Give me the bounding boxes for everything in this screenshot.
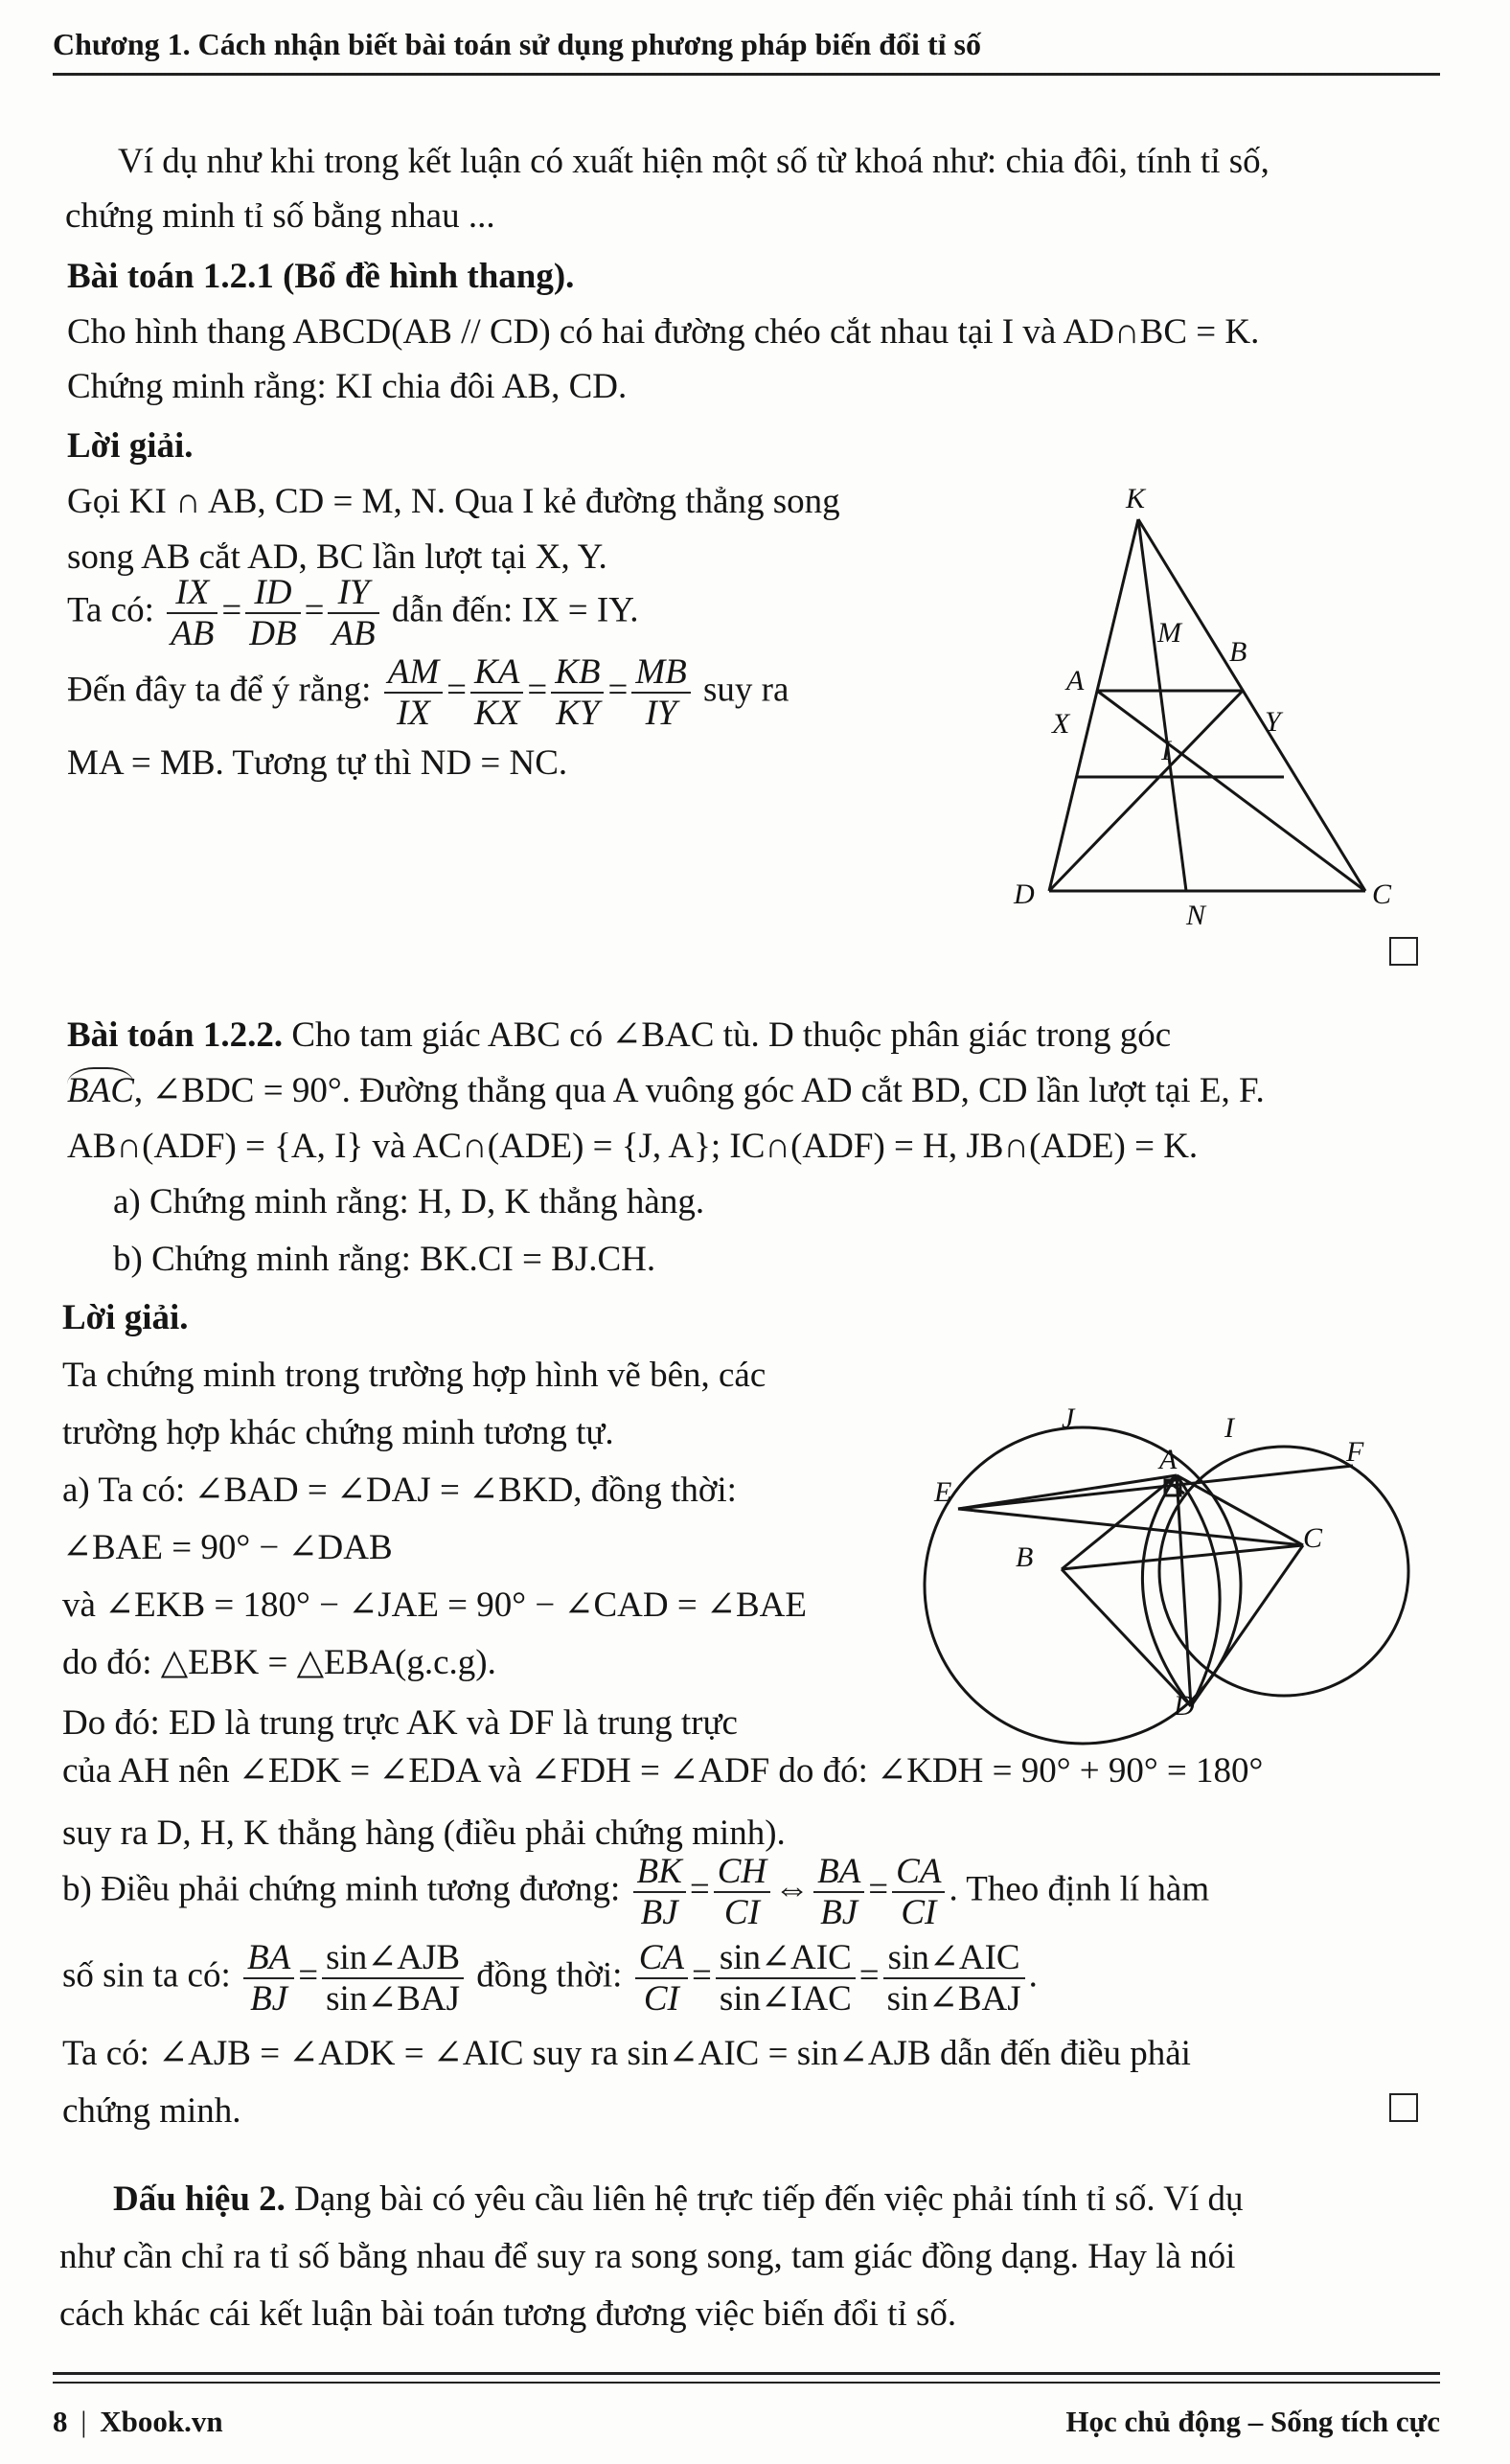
label-M: M (1157, 617, 1181, 649)
sol4-prefix: Đến đây ta để ý rằng: (67, 670, 372, 710)
fraction: $\frac{IX}{AB}$ (167, 575, 217, 651)
problem-2-solution-label: Lời giải. (62, 1298, 189, 1337)
label-B: B (1229, 636, 1247, 668)
fraction: $\frac{\text{sin∠AIC}}{\text{sin∠IAC}}$ (716, 1940, 856, 2017)
problem-1-statement-2: Chứng minh rằng: KI chia đôi AB, CD. (67, 367, 628, 406)
footer-rule-top (53, 2372, 1440, 2375)
label-B: B (1016, 1541, 1034, 1573)
problem-1-statement-1: Cho hình thang ABCD(AB // CD) có hai đường chéo cắt nhau tại I và AD∩BC = K. (67, 312, 1260, 352)
fraction: $\frac{IY}{AB}$ (328, 575, 378, 651)
sign-2-line-2: như cần chỉ ra tỉ số bằng nhau để suy ra song song, tam giác đồng dạng. Hay là nói (59, 2237, 1236, 2276)
problem-1-solution-4: Đến đây ta để ý rằng: $\frac{AM}{IX}$ = $\frac{KA}{KX}$ = $\frac{KB}{KY}$ = $\frac{MB}{IY}$ suy ra (67, 652, 789, 733)
problem-2-solution-4: ∠BAE = 90° − ∠DAB (62, 1528, 393, 1567)
label-N: N (1186, 900, 1206, 931)
label-X: X (1052, 708, 1070, 740)
fraction: $\frac{CA}{CI}$ (892, 1854, 945, 1930)
footer-rule-bottom (53, 2382, 1440, 2384)
label-C: C (1303, 1522, 1323, 1554)
label-A: A (1159, 1444, 1178, 1475)
fraction: $\frac{CA}{CI}$ (635, 1940, 688, 2017)
problem-2-part-a: a) Chứng minh rằng: H, D, K thẳng hàng. (113, 1182, 705, 1221)
problem-2-solution-1: Ta chứng minh trong trường hợp hình vẽ bên, các (62, 1356, 766, 1395)
site-name: Xbook.vn (100, 2405, 223, 2438)
header-rule (53, 73, 1440, 76)
problem-1-solution-5: MA = MB. Tương tự thì ND = NC. (67, 743, 568, 783)
angle-arc-BAC: BAC (67, 1067, 134, 1110)
label-E: E (934, 1476, 952, 1508)
fraction: $\frac{BK}{BJ}$ (633, 1854, 686, 1930)
label-Y: Y (1265, 706, 1281, 738)
label-A: A (1066, 665, 1085, 696)
problem-2-solution-12: Ta có: ∠AJB = ∠ADK = ∠AIC suy ra sin∠AIC = sin∠AJB dẫn đến điều phải (62, 2034, 1191, 2073)
sign-2-title: Dấu hiệu 2. (113, 2179, 286, 2219)
label-I: I (1224, 1412, 1234, 1444)
fraction: $\frac{BA}{BJ}$ (243, 1940, 294, 2017)
intro-line-2: chứng minh tỉ số bằng nhau ... (65, 196, 495, 236)
problem-2-title: Bài toán 1.2.2. (67, 1015, 284, 1055)
circles-figure (920, 1394, 1418, 1748)
trapezoid-figure (996, 474, 1418, 934)
problem-2-solution-13: chứng minh. (62, 2091, 241, 2131)
fraction: $\frac{MB}{IY}$ (631, 654, 690, 731)
sign-2-line-1: Dấu hiệu 2. Dạng bài có yêu cầu liên hệ trực tiếp đến việc phải tính tỉ số. Ví dụ (113, 2179, 1244, 2219)
problem-1-solution-label: Lời giải. (67, 426, 194, 466)
problem-2-solution-9: suy ra D, H, K thẳng hàng (điều phải chứng minh). (62, 1814, 786, 1853)
label-D: D (1014, 878, 1035, 910)
problem-2-solution-2: trường hợp khác chứng minh tương tự. (62, 1413, 614, 1452)
problem-1-solution-2: song AB cắt AD, BC lần lượt tại X, Y. (67, 537, 607, 577)
problem-2-solution-5: và ∠EKB = 180° − ∠JAE = 90° − ∠CAD = ∠BAE (62, 1586, 807, 1625)
problem-2-statement-3: AB∩(ADF) = {A, I} và AC∩(ADE) = {J, A}; IC∩(ADF) = H, JB∩(ADE) = K. (67, 1127, 1199, 1166)
problem-2-statement-1: Bài toán 1.2.2. Cho tam giác ABC có ∠BAC tù. D thuộc phân giác trong góc (67, 1015, 1172, 1055)
fraction: $\frac{BA}{BJ}$ (813, 1854, 864, 1930)
label-K: K (1126, 483, 1146, 514)
problem-1-title: Bài toán 1.2.1 (Bổ đề hình thang). (67, 257, 575, 296)
problem-2-solution-8: của AH nên ∠EDK = ∠EDA và ∠FDH = ∠ADF do đó: ∠KDH = 90° + 90° = 180° (62, 1751, 1264, 1791)
page-number: 8 | Xbook.vn (53, 2405, 223, 2438)
problem-2-solution-11: số sin ta có: $\frac{BA}{BJ}$ = $\frac{\text{sin∠AJB}}{\text{sin∠BAJ}}$ đồng thời: $\frac{CA}{CI}$ = $\frac{\text{sin∠AIC}}{\text{sin∠IAC}}$ = $\frac{\text{sin∠AIC}}{\text{sin∠BAJ}}$ . (62, 1938, 1038, 2019)
problem-2-solution-6: do đó: △EBK = △EBA(g.c.g). (62, 1643, 496, 1682)
problem-2-solution-10: b) Điều phải chứng minh tương đương: $\frac{BK}{BJ}$ = $\frac{CH}{CI}$ ⇔ $\frac{BA}{BJ}$ = $\frac{CA}{CI}$ . Theo định lí hàm (62, 1852, 1210, 1932)
label-J: J (1062, 1403, 1075, 1434)
footer-slogan: Học chủ động – Sống tích cực (1065, 2405, 1440, 2438)
fraction: $\frac{AM}{IX}$ (384, 654, 443, 731)
fraction: $\frac{ID}{DB}$ (245, 575, 300, 651)
problem-2-statement-2: BAC, ∠BDC = 90°. Đường thẳng qua A vuông góc AD cắt BD, CD lần lượt tại E, F. (67, 1073, 1265, 1108)
label-I: I (1161, 735, 1171, 766)
intro-line-1: Ví dụ như khi trong kết luận có xuất hiện một số từ khoá như: chia đôi, tính tỉ số, (118, 142, 1270, 181)
chapter-header: Chương 1. Cách nhận biết bài toán sử dụng phương pháp biến đổi tỉ số (53, 27, 981, 61)
fraction: $\frac{KA}{KX}$ (470, 654, 523, 731)
qed-box-2 (1389, 2093, 1418, 2122)
sol3-suffix: dẫn đến: IX = IY. (391, 590, 639, 630)
problem-2-part-b: b) Chứng minh rằng: BK.CI = BJ.CH. (113, 1240, 656, 1279)
label-D: D (1174, 1690, 1195, 1722)
fraction: $\frac{KB}{KY}$ (551, 654, 604, 731)
fraction: $\frac{\text{sin∠AIC}}{\text{sin∠BAJ}}$ (883, 1940, 1025, 2017)
sol3-prefix: Ta có: (67, 590, 154, 630)
label-F: F (1346, 1436, 1364, 1468)
problem-1-solution-1: Gọi KI ∩ AB, CD = M, N. Qua I kẻ đường thẳng song (67, 482, 840, 521)
sign-2-line-3: cách khác cái kết luận bài toán tương đương việc biến đổi tỉ số. (59, 2294, 957, 2334)
problem-2-solution-7: Do đó: ED là trung trực AK và DF là trung trực (62, 1703, 738, 1743)
label-C: C (1372, 878, 1392, 910)
problem-2-solution-3: a) Ta có: ∠BAD = ∠DAJ = ∠BKD, đồng thời: (62, 1471, 737, 1510)
sol4-suffix: suy ra (703, 670, 789, 710)
qed-box-1 (1389, 937, 1418, 966)
problem-1-solution-3: Ta có: $\frac{IX}{AB}$ = $\frac{ID}{DB}$ = $\frac{IY}{AB}$ dẫn đến: IX = IY. (67, 573, 639, 653)
fraction: $\frac{\text{sin∠AJB}}{\text{sin∠BAJ}}$ (322, 1940, 464, 2017)
fraction: $\frac{CH}{CI}$ (714, 1854, 770, 1930)
